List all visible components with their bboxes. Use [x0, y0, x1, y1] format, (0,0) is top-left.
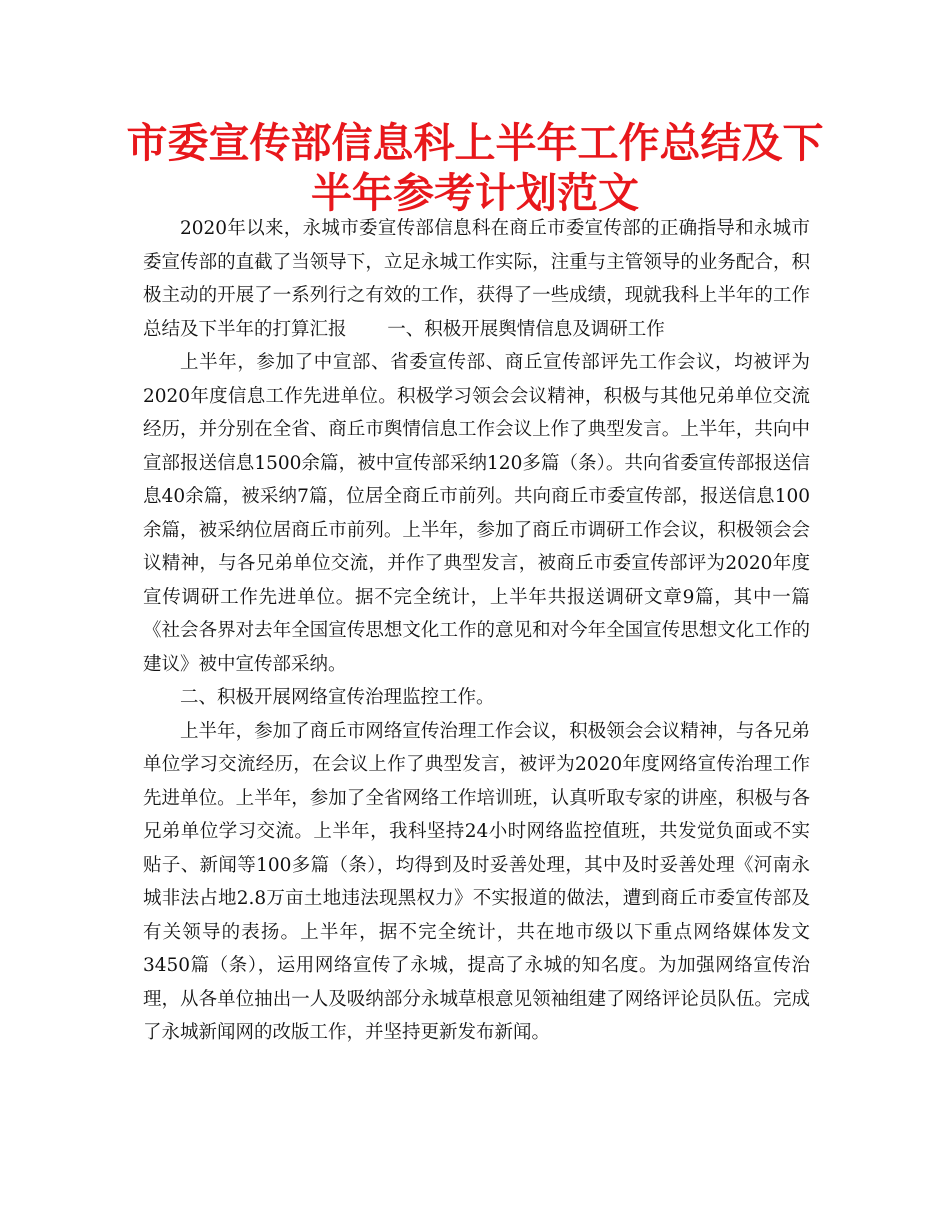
section-1-heading: 一、积极开展舆情信息及调研工作 [387, 318, 665, 340]
intro-paragraph [143, 212, 810, 346]
section-2-heading: 二、积极开展网络宣传治理监控工作。 [180, 687, 495, 708]
section-2-paragraph: 上半年，参加了商丘市网络宣传治理工作会议，积极领会会议精神，与各兄弟单位学习交流经历，在会议上作了典型发言，被评为2020年度网络宣传治理工作先进单位。上半年，参加了全省网络工作培训班，认真听取专家的讲座，积极与各兄弟单位学习交流。上半年，我科坚持24小时网络监控值班，共发觉负面或不实贴子、新闻等100多篇（条），均得到及时妥善处理，其中及时妥善处理《河南永城非法占地2.8万亩土地违法现黑权力》不实报道的做法，遭到商丘市委宣传部及有关领导的表扬。上半年，据不完全统计，共在地市级以下重点网络媒体发文3450篇（条），运用网络宣传了永城，提高了永城的知名度。为加强网络宣传治理，从各单位抽出一人及吸纳部分永城草根意见领袖组建了网络评论员队伍。完成了永城新闻网的改版工作，并坚持更新发布新闻。 [143, 720, 810, 1043]
document-body [143, 212, 810, 1050]
document-title: 市委宣传部信息科上半年工作总结及下半年参考计划范文 [126, 119, 824, 217]
intro-text: 2020年以来，永城市委宣传部信息科在商丘市委宣传部的正确指导和永城市委宣传部的直截了当领导下，立足永城工作实际，注重与主管领导的业务配合，积极主动的开展了一系列行之有效的工作，获得了一些成绩，现就我科上半年的工作总结及下半年的打算汇报 [143, 218, 810, 340]
section-1-paragraph: 上半年，参加了中宣部、省委宣传部、商丘宣传部评先工作会议，均被评为2020年度信息工作先进单位。积极学习领会会议精神，积极与其他兄弟单位交流经历，并分别在全省、商丘市舆情信息工作会议上作了典型发言。上半年，共向中宣部报送信息1500余篇，被中宣传部采纳120多篇（条）。共向省委宣传部报送信息40余篇，被采纳7篇，位居全商丘市前列。共向商丘市委宣传部，报送信息100余篇，被采纳位居商丘市前列。上半年，参加了商丘市调研工作会议，积极领会会议精神，与各兄弟单位交流，并作了典型发言，被商丘市委宣传部评为2020年度宣传调研工作先进单位。据不完全统计，上半年共报送调研文章9篇，其中一篇《社会各界对去年全国宣传思想文化工作的意见和对今年全国宣传思想文化工作的建议》被中宣传部采纳。 [143, 352, 810, 675]
